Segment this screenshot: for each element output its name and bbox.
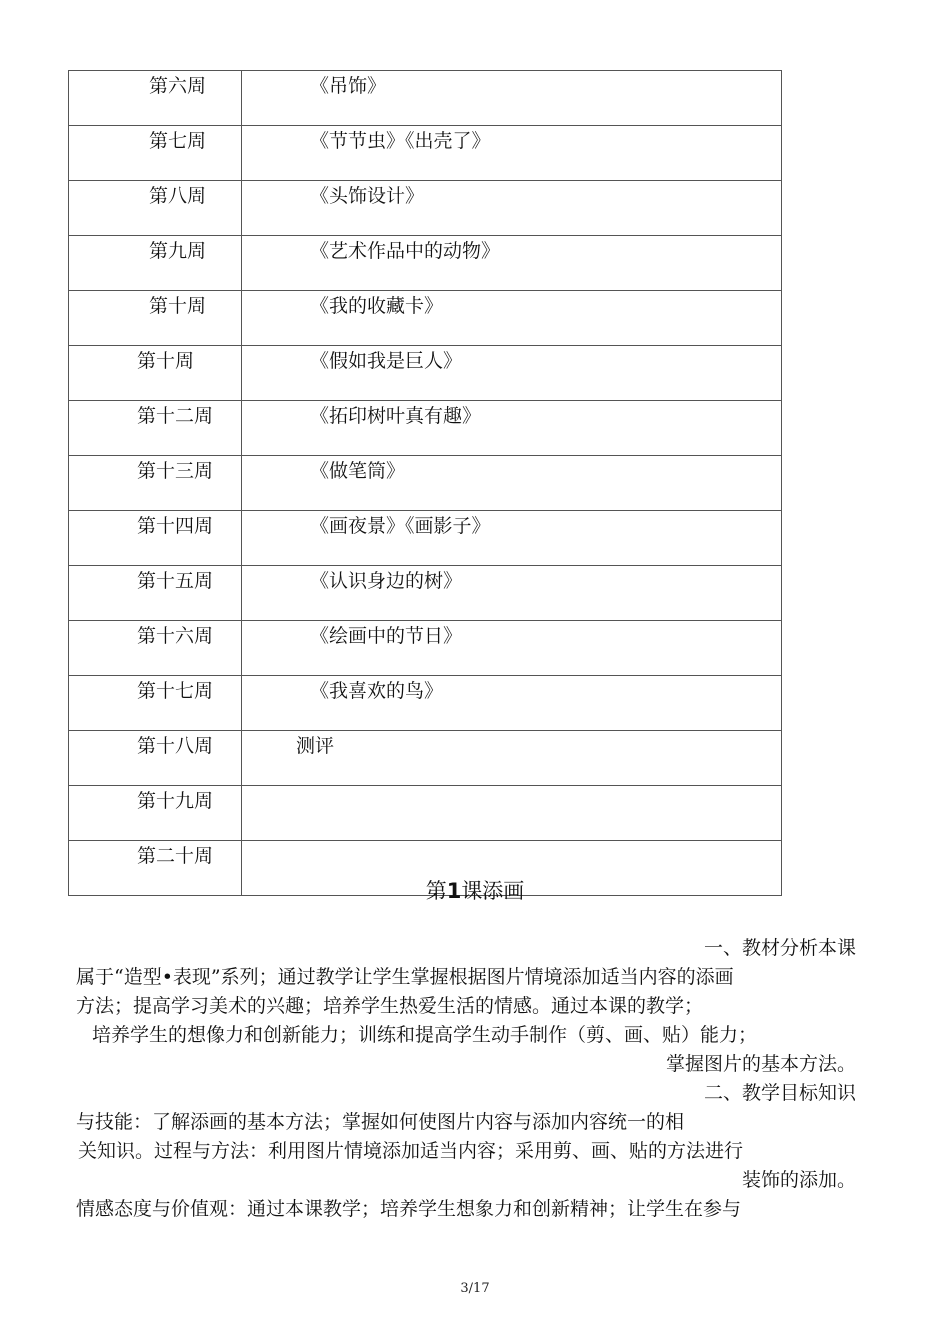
- page-number: 3/17: [460, 1281, 490, 1296]
- table-row: [69, 676, 782, 731]
- table-row: [69, 291, 782, 346]
- table-row: [69, 786, 782, 841]
- lesson-cell: [242, 786, 782, 841]
- week-cell: 第十二周: [69, 401, 242, 456]
- lesson-cell: 《拓印树叶真有趣》: [242, 401, 782, 456]
- week-cell: 第十八周: [69, 731, 242, 786]
- table-row: [69, 511, 782, 566]
- schedule-table: [68, 70, 782, 896]
- paragraph-line: 培养学生的想像力和创新能力；训练和提高学生动手制作（剪、画、贴）能力；: [92, 1024, 758, 1046]
- table-row: [69, 126, 782, 181]
- section-heading-analysis: 一、教材分析本课: [703, 937, 856, 959]
- table-row: [69, 71, 782, 126]
- lesson-title-suffix: 课添画: [461, 879, 525, 903]
- paragraph-line: 情感态度与价值观：通过本课教学；培养学生想象力和创新精神；让学生在参与: [76, 1198, 742, 1220]
- table-row: [69, 401, 782, 456]
- week-cell: 第十六周: [69, 621, 242, 676]
- table-row: [69, 621, 782, 676]
- lesson-cell: 《做笔筒》: [242, 456, 782, 511]
- lesson-cell: 《认识身边的树》: [242, 566, 782, 621]
- week-cell: 第七周: [69, 126, 242, 181]
- paragraph-line: 与技能：了解添画的基本方法；掌握如何使图片内容与添加内容统一的相: [76, 1111, 685, 1133]
- lesson-cell: 《假如我是巨人》: [242, 346, 782, 401]
- section-heading-goals: 二、教学目标知识: [703, 1082, 856, 1104]
- table-row: [69, 181, 782, 236]
- week-cell: 第十七周: [69, 676, 242, 731]
- week-cell: 第六周: [69, 71, 242, 126]
- table-row: [69, 566, 782, 621]
- table-row: [69, 346, 782, 401]
- week-cell: 第十五周: [69, 566, 242, 621]
- paragraph-line: 属于“造型•表现”系列；通过教学让学生掌握根据图片情境添加适当内容的添画: [76, 966, 734, 988]
- lesson-cell: 《我的收藏卡》: [242, 291, 782, 346]
- paragraph-line: 关知识。过程与方法：利用图片情境添加适当内容；采用剪、画、贴的方法进行: [78, 1140, 744, 1162]
- table-row: [69, 456, 782, 511]
- week-cell: 第八周: [69, 181, 242, 236]
- paragraph-line: 方法；提高学习美术的兴趣；培养学生热爱生活的情感。通过本课的教学；: [76, 995, 704, 1017]
- lesson-cell: 《吊饰》: [242, 71, 782, 126]
- lesson-cell: 《头饰设计》: [242, 181, 782, 236]
- week-cell: 第二十周: [69, 841, 242, 896]
- lesson-cell: 《艺术作品中的动物》: [242, 236, 782, 291]
- table-row: [69, 236, 782, 291]
- week-cell: 第九周: [69, 236, 242, 291]
- paragraph-line: 装饰的添加。: [741, 1169, 856, 1191]
- lesson-cell: 《画夜景》《画影子》: [242, 511, 782, 566]
- lesson-cell: 《我喜欢的鸟》: [242, 676, 782, 731]
- week-cell: 第十周: [69, 346, 242, 401]
- table-row: [69, 731, 782, 786]
- lesson-title: [0, 876, 950, 906]
- week-cell: 第十四周: [69, 511, 242, 566]
- lesson-cell: 《节节虫》《出壳了》: [242, 126, 782, 181]
- lesson-title-prefix: 第: [425, 879, 447, 903]
- week-cell: 第十周: [69, 291, 242, 346]
- paragraph-line: 掌握图片的基本方法。: [665, 1053, 856, 1075]
- week-cell: 第十三周: [69, 456, 242, 511]
- week-cell: 第十九周: [69, 786, 242, 841]
- lesson-cell: 《绘画中的节日》: [242, 621, 782, 676]
- lesson-cell: 测评: [242, 731, 782, 786]
- lesson-number: 1: [446, 879, 462, 903]
